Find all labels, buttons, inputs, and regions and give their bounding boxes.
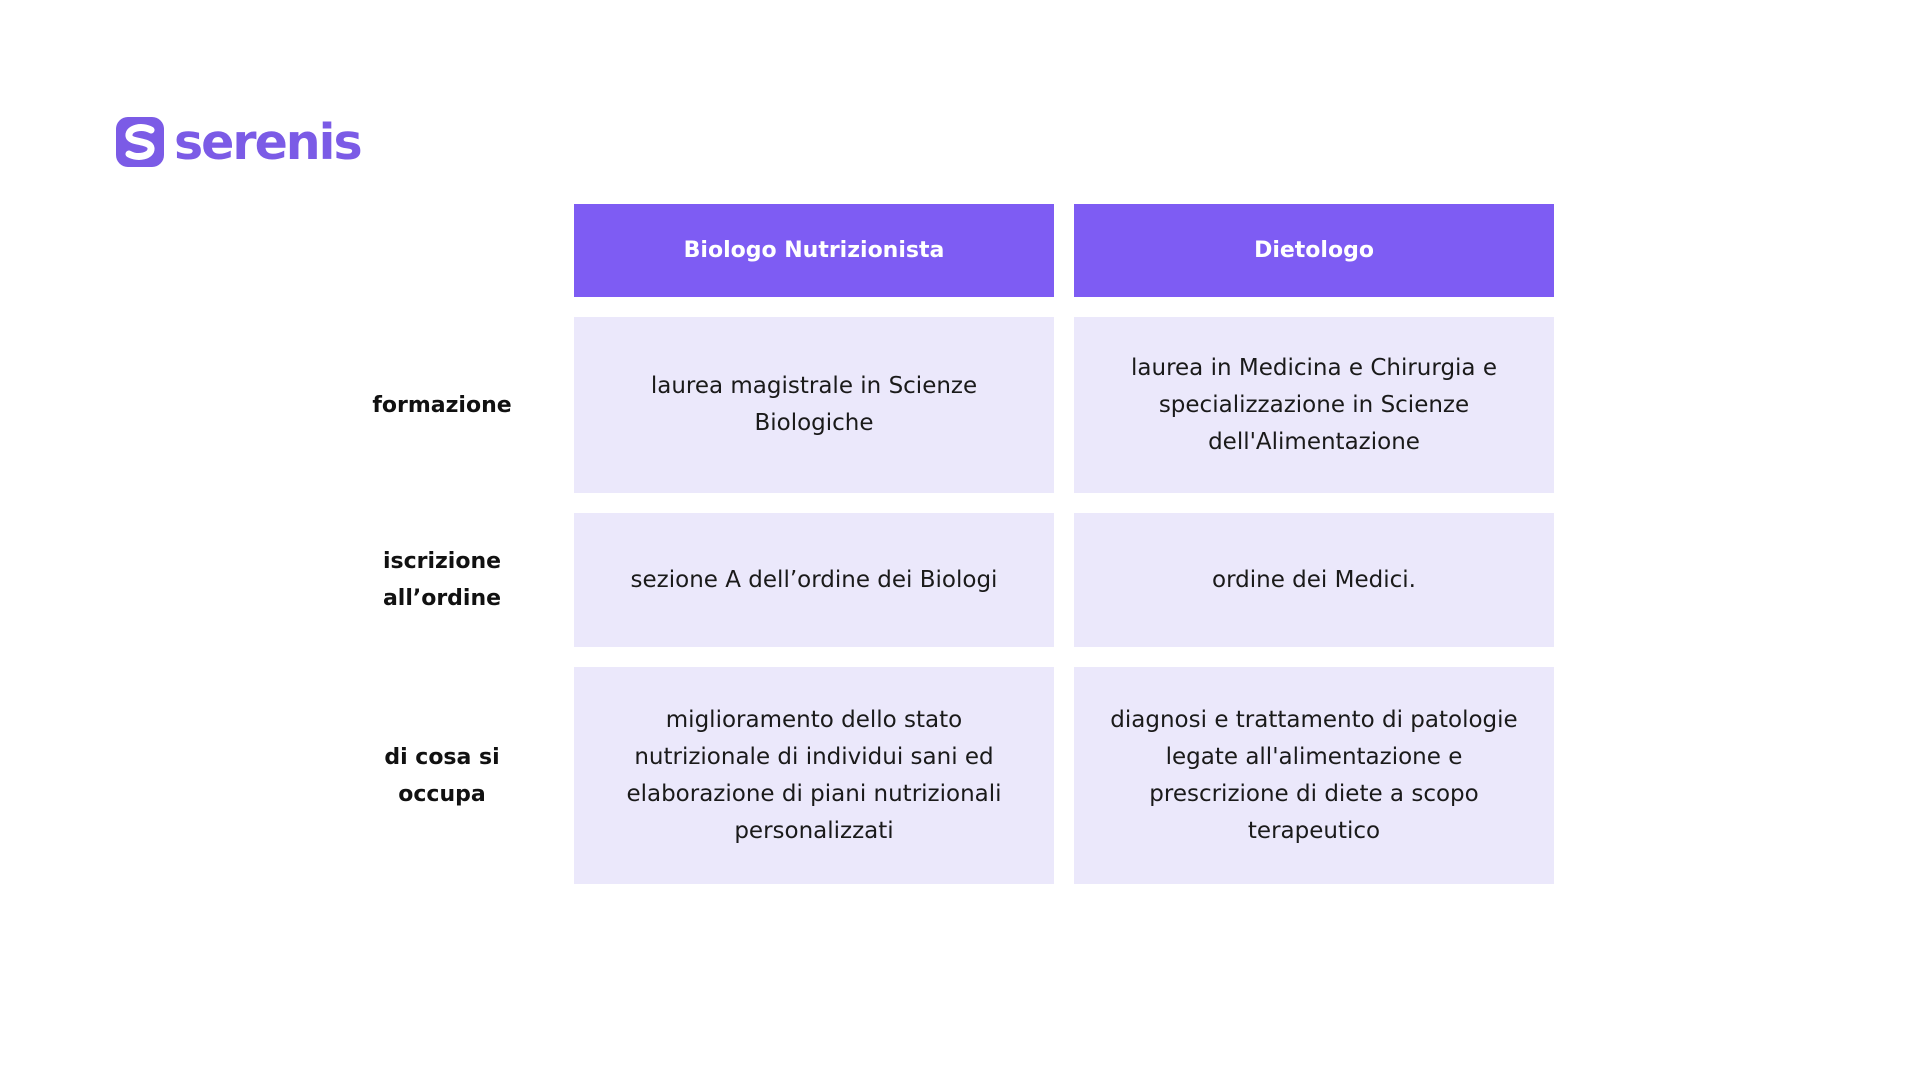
table-cell: laurea in Medicina e Chirurgia e specializzazione in Scienze dell'Alimentazione bbox=[1074, 317, 1554, 493]
table-cell: diagnosi e trattamento di patologie legate all'alimentazione e prescrizione di diete a scopo terapeutico bbox=[1074, 667, 1554, 884]
table-cell: sezione A dell’ordine dei Biologi bbox=[574, 513, 1054, 647]
row-label-formazione: formazione bbox=[372, 392, 512, 418]
column-header-dietologo: Dietologo bbox=[1074, 204, 1554, 297]
table-cell: miglioramento dello stato nutrizionale di individui sani ed elaborazione di piani nutrizionali personalizzati bbox=[574, 667, 1054, 884]
table-corner bbox=[330, 204, 554, 297]
column-header-biologo-nutrizionista: Biologo Nutrizionista bbox=[574, 204, 1054, 297]
table-cell: ordine dei Medici. bbox=[1074, 513, 1554, 647]
brand-name: serenis bbox=[174, 113, 361, 171]
serenis-s-icon bbox=[116, 117, 164, 167]
table-cell: laurea magistrale in Scienze Biologiche bbox=[574, 317, 1054, 493]
row-label-iscrizione: iscrizione all’ordine bbox=[382, 549, 502, 611]
comparison-table bbox=[330, 204, 1554, 884]
row-label-di-cosa-si-occupa: di cosa si occupa bbox=[384, 744, 500, 807]
brand-logo bbox=[116, 113, 361, 171]
